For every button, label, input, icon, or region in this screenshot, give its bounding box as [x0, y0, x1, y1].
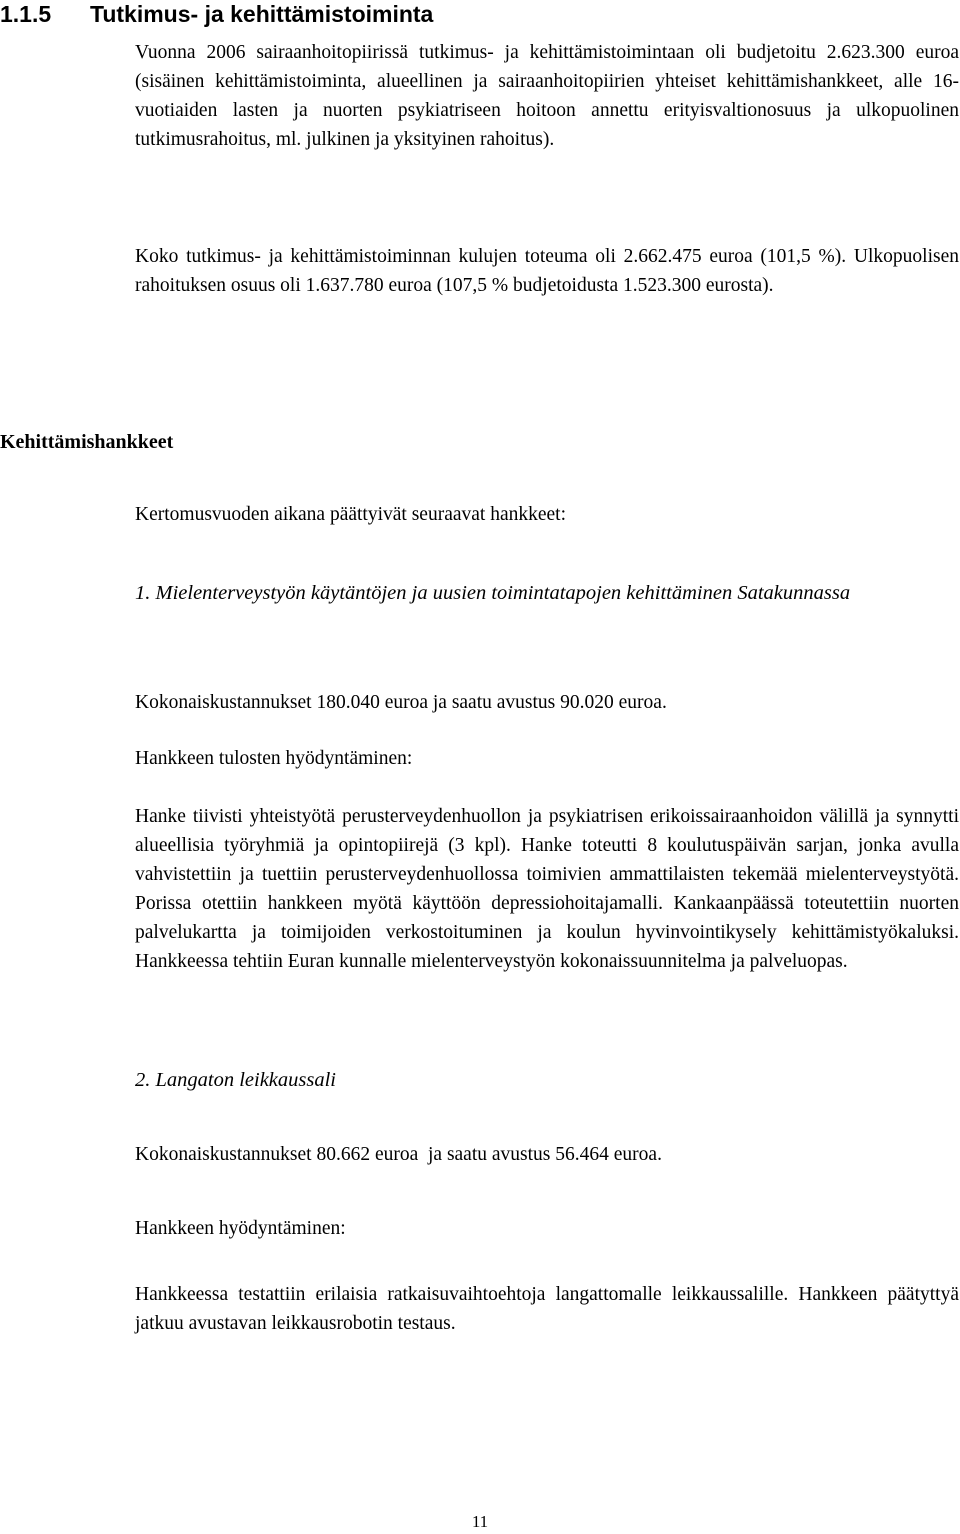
development-intro: Kertomusvuoden aikana päättyivät seuraavat hankkeet: — [135, 504, 566, 525]
development-heading: Kehittämishankkeet — [0, 431, 174, 453]
project-2-costs: Kokonaiskustannukset 80.662 euroa ja saatu avustus 56.464 euroa. — [135, 1144, 662, 1165]
section-heading — [0, 0, 960, 28]
section-number: 1.1.5 — [0, 1, 52, 27]
project-2-results-text: Hankkeessa testattiin erilaisia ratkaisuvaihtoehtoja langattomalle leikkaussalille. Hankkeen päätyttyä jatkuu avustavan leikkausrobotin testaus. — [135, 1284, 959, 1334]
realization-paragraph: Koko tutkimus- ja kehittämistoiminnan kulujen toteuma oli 2.662.475 euroa (101,5 %). Ulkopuolisen rahoituksen osuus oli 1.637.780 euroa (107,5 % budjetoidusta 1.523.300 eurosta). — [135, 246, 959, 296]
project-1-results-label: Hankkeen tulosten hyödyntäminen: — [135, 748, 413, 769]
section-title: Tutkimus- ja kehittämistoiminta — [90, 1, 434, 27]
project-1-title: 1. Mielenterveystyön käytäntöjen ja uusien toimintatapojen kehittäminen Satakunnassa — [135, 582, 851, 604]
project-1-costs: Kokonaiskustannukset 180.040 euroa ja saatu avustus 90.020 euroa. — [135, 692, 667, 713]
page-number: 11 — [471, 1512, 489, 1531]
budget-paragraph: Vuonna 2006 sairaanhoitopiirissä tutkimus- ja kehittämistoimintaan oli budjetoitu 2.623.300 euroa (sisäinen kehittämistoiminta, alueellinen ja sairaanhoitopiirien yhteiset kehittämishankkeet, alle 16-vuotiaiden lasten ja nuorten psykiatriseen hoitoon annettu erityisvaltionosuus ja ulkopuolinen tutkimusrahoitus, ml. julkinen ja yksityinen rahoitus). — [135, 42, 959, 150]
project-2-title: 2. Langaton leikkaussali — [135, 1069, 337, 1091]
project-1-results-text: Hanke tiivisti yhteistyötä perusterveydenhuollon ja psykiatrisen erikoissairaanhoidon välillä ja synnytti alueellisia työryhmiä ja opintopiirejä (3 kpl). Hanke toteutti 8 koulutuspäivän sarjan, jonka avulla vahvistettiin ja tuettiin perusterveydenhuollossa toimivien ammattilaisten tekemää mielenterveystyötä. Porissa otettiin hankkeen myötä käyttöön depressiohoitajamalli. Kankaanpäässä toteutettiin nuorten palvelukartta ja toimijoiden verkostoituminen ja koulun hyvinvointikysely kehittämistyökaluksi. Hankkeessa tehtiin Euran kunnalle mielenterveystyön kokonaissuunnitelma ja palveluopas. — [135, 806, 959, 972]
project-2-results-label: Hankkeen hyödyntäminen: — [135, 1218, 346, 1239]
